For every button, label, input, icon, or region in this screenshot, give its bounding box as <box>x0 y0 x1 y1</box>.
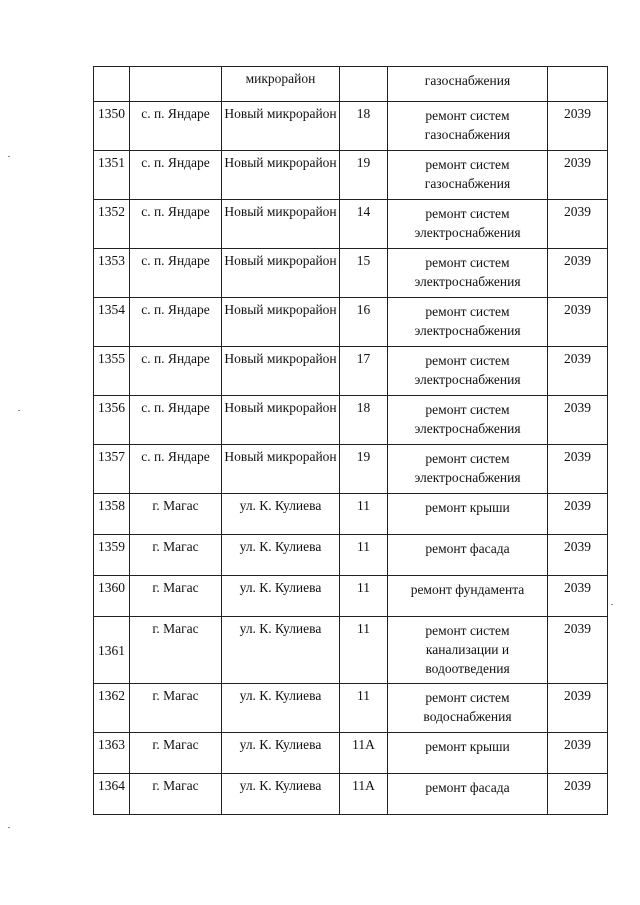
table-row <box>94 102 608 151</box>
cell-locality <box>130 67 222 102</box>
cell-year: 2039 <box>548 535 608 576</box>
table-row <box>94 774 608 815</box>
table-row <box>94 347 608 396</box>
cell-locality: с. п. Яндаре <box>130 102 222 151</box>
cell-work-type: ремонт систем электроснабжения <box>388 347 548 396</box>
cell-house: 17 <box>340 347 388 396</box>
table-row <box>94 576 608 617</box>
cell-locality: с. п. Яндаре <box>130 396 222 445</box>
table-row <box>94 396 608 445</box>
table-row <box>94 684 608 733</box>
cell-year: 2039 <box>548 494 608 535</box>
scan-speck <box>8 156 10 157</box>
cell-work-type: ремонт систем электроснабжения <box>388 200 548 249</box>
cell-house: 16 <box>340 298 388 347</box>
cell-street: ул. К. Кулиева <box>222 494 340 535</box>
cell-year: 2039 <box>548 617 608 684</box>
cell-year: 2039 <box>548 774 608 815</box>
cell-year: 2039 <box>548 684 608 733</box>
table-row <box>94 200 608 249</box>
cell-street: Новый микрорайон <box>222 102 340 151</box>
cell-number: 1362 <box>94 684 130 733</box>
cell-number: 1361 <box>94 617 130 684</box>
cell-year: 2039 <box>548 733 608 774</box>
cell-street: Новый микрорайон <box>222 445 340 494</box>
cell-work-type: ремонт фасада <box>388 774 548 815</box>
cell-house: 14 <box>340 200 388 249</box>
cell-locality: с. п. Яндаре <box>130 249 222 298</box>
cell-number: 1356 <box>94 396 130 445</box>
cell-street: ул. К. Кулиева <box>222 684 340 733</box>
cell-work-type: ремонт фундамента <box>388 576 548 617</box>
cell-work-type: ремонт фасада <box>388 535 548 576</box>
cell-locality: г. Магас <box>130 733 222 774</box>
cell-street: ул. К. Кулиева <box>222 733 340 774</box>
cell-number: 1359 <box>94 535 130 576</box>
table-row <box>94 249 608 298</box>
cell-work-type: ремонт систем водоснабжения <box>388 684 548 733</box>
cell-locality: с. п. Яндаре <box>130 200 222 249</box>
cell-house: 11 <box>340 617 388 684</box>
cell-year: 2039 <box>548 347 608 396</box>
cell-year: 2039 <box>548 151 608 200</box>
cell-locality: с. п. Яндаре <box>130 445 222 494</box>
cell-street: ул. К. Кулиева <box>222 535 340 576</box>
cell-house: 11 <box>340 494 388 535</box>
cell-work-type: газоснабжения <box>388 67 548 102</box>
cell-house: 11 <box>340 535 388 576</box>
table-row <box>94 617 608 684</box>
cell-house: 11 <box>340 576 388 617</box>
cell-house <box>340 67 388 102</box>
cell-year: 2039 <box>548 200 608 249</box>
cell-number: 1364 <box>94 774 130 815</box>
cell-house: 11А <box>340 733 388 774</box>
cell-year: 2039 <box>548 102 608 151</box>
cell-street: ул. К. Кулиева <box>222 774 340 815</box>
cell-street: Новый микрорайон <box>222 347 340 396</box>
cell-street: ул. К. Кулиева <box>222 617 340 684</box>
table-row <box>94 733 608 774</box>
cell-number: 1355 <box>94 347 130 396</box>
cell-house: 15 <box>340 249 388 298</box>
table-row <box>94 151 608 200</box>
cell-year: 2039 <box>548 298 608 347</box>
cell-number <box>94 67 130 102</box>
cell-number: 1352 <box>94 200 130 249</box>
cell-work-type: ремонт систем газоснабжения <box>388 151 548 200</box>
cell-locality: г. Магас <box>130 617 222 684</box>
cell-number: 1360 <box>94 576 130 617</box>
cell-number: 1351 <box>94 151 130 200</box>
table-row <box>94 494 608 535</box>
cell-number: 1353 <box>94 249 130 298</box>
cell-locality: г. Магас <box>130 535 222 576</box>
cell-year: 2039 <box>548 576 608 617</box>
cell-street: Новый микрорайон <box>222 396 340 445</box>
cell-locality: г. Магас <box>130 774 222 815</box>
cell-street: Новый микрорайон <box>222 298 340 347</box>
cell-work-type: ремонт крыши <box>388 494 548 535</box>
cell-work-type: ремонт систем электроснабжения <box>388 249 548 298</box>
scan-speck <box>8 827 10 828</box>
cell-street: ул. К. Кулиева <box>222 576 340 617</box>
cell-house: 19 <box>340 445 388 494</box>
table-row <box>94 298 608 347</box>
cell-work-type: ремонт систем канализации и водоотведения <box>388 617 548 684</box>
cell-street: Новый микрорайон <box>222 200 340 249</box>
cell-street: микрорайон <box>222 67 340 102</box>
cell-work-type: ремонт систем электроснабжения <box>388 396 548 445</box>
cell-work-type: ремонт систем электроснабжения <box>388 298 548 347</box>
table-row-continuation <box>94 67 608 102</box>
repair-schedule-table <box>93 66 608 815</box>
cell-number: 1350 <box>94 102 130 151</box>
cell-house: 11А <box>340 774 388 815</box>
cell-work-type: ремонт систем газоснабжения <box>388 102 548 151</box>
cell-locality: г. Магас <box>130 576 222 617</box>
cell-work-type: ремонт крыши <box>388 733 548 774</box>
cell-work-type: ремонт систем электроснабжения <box>388 445 548 494</box>
cell-street: Новый микрорайон <box>222 151 340 200</box>
cell-house: 19 <box>340 151 388 200</box>
cell-locality: с. п. Яндаре <box>130 151 222 200</box>
cell-street: Новый микрорайон <box>222 249 340 298</box>
table-row <box>94 535 608 576</box>
table-row <box>94 445 608 494</box>
cell-year: 2039 <box>548 249 608 298</box>
cell-number: 1358 <box>94 494 130 535</box>
cell-year <box>548 67 608 102</box>
cell-year: 2039 <box>548 396 608 445</box>
cell-number: 1354 <box>94 298 130 347</box>
cell-number: 1363 <box>94 733 130 774</box>
cell-house: 11 <box>340 684 388 733</box>
cell-locality: г. Магас <box>130 684 222 733</box>
scan-speck <box>18 410 20 411</box>
scan-speck <box>611 604 613 605</box>
cell-locality: с. п. Яндаре <box>130 347 222 396</box>
cell-locality: г. Магас <box>130 494 222 535</box>
cell-number: 1357 <box>94 445 130 494</box>
cell-house: 18 <box>340 102 388 151</box>
cell-year: 2039 <box>548 445 608 494</box>
cell-locality: с. п. Яндаре <box>130 298 222 347</box>
cell-house: 18 <box>340 396 388 445</box>
